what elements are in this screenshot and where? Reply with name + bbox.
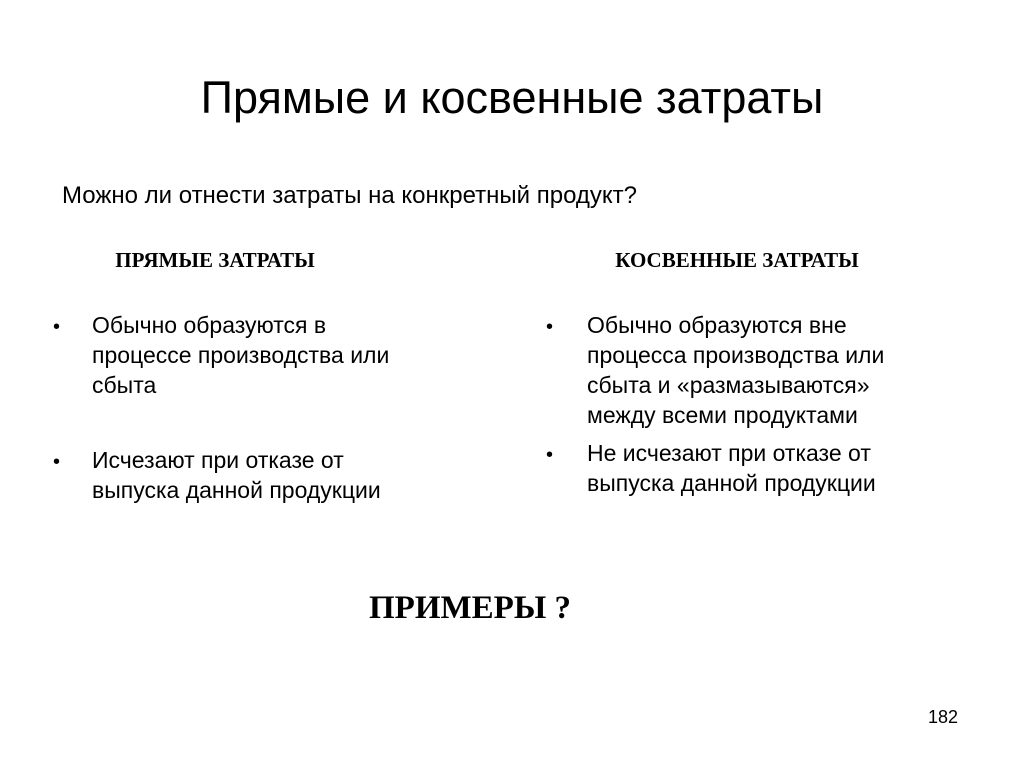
list-item-line: процессе производства или bbox=[92, 342, 390, 368]
page-number: 182 bbox=[928, 707, 959, 727]
bullet: • bbox=[53, 451, 61, 473]
direct-costs-heading: ПРЯМЫЕ ЗАТРАТЫ bbox=[115, 248, 315, 272]
list-item-line: Исчезают при отказе от bbox=[92, 447, 344, 473]
indirect-costs-heading: КОСВЕННЫЕ ЗАТРАТЫ bbox=[615, 248, 859, 272]
list-item bbox=[587, 438, 876, 498]
list-item-line: между всеми продуктами bbox=[587, 402, 858, 428]
bullet: • bbox=[546, 444, 554, 466]
list-item bbox=[587, 310, 884, 430]
list-item-line: выпуска данной продукции bbox=[92, 477, 381, 503]
list-item-line: Не исчезают при отказе от bbox=[587, 440, 871, 466]
list-item bbox=[92, 445, 381, 505]
slide-title: Прямые и косвенные затраты bbox=[200, 72, 824, 123]
bullet: • bbox=[546, 316, 554, 338]
list-item-line: сбыта bbox=[92, 372, 157, 398]
list-item-line: процесса производства или bbox=[587, 342, 885, 368]
list-item-line: сбыта и «размазываются» bbox=[587, 372, 870, 398]
bullet: • bbox=[53, 316, 61, 338]
list-item-line: Обычно образуются вне bbox=[587, 312, 847, 338]
examples-heading: ПРИМЕРЫ ? bbox=[369, 590, 571, 626]
list-item-line: Обычно образуются в bbox=[92, 312, 327, 338]
list-item-line: выпуска данной продукции bbox=[587, 470, 876, 496]
list-item bbox=[92, 310, 389, 400]
slide-question: Можно ли отнести затраты на конкретный продукт? bbox=[62, 182, 638, 209]
